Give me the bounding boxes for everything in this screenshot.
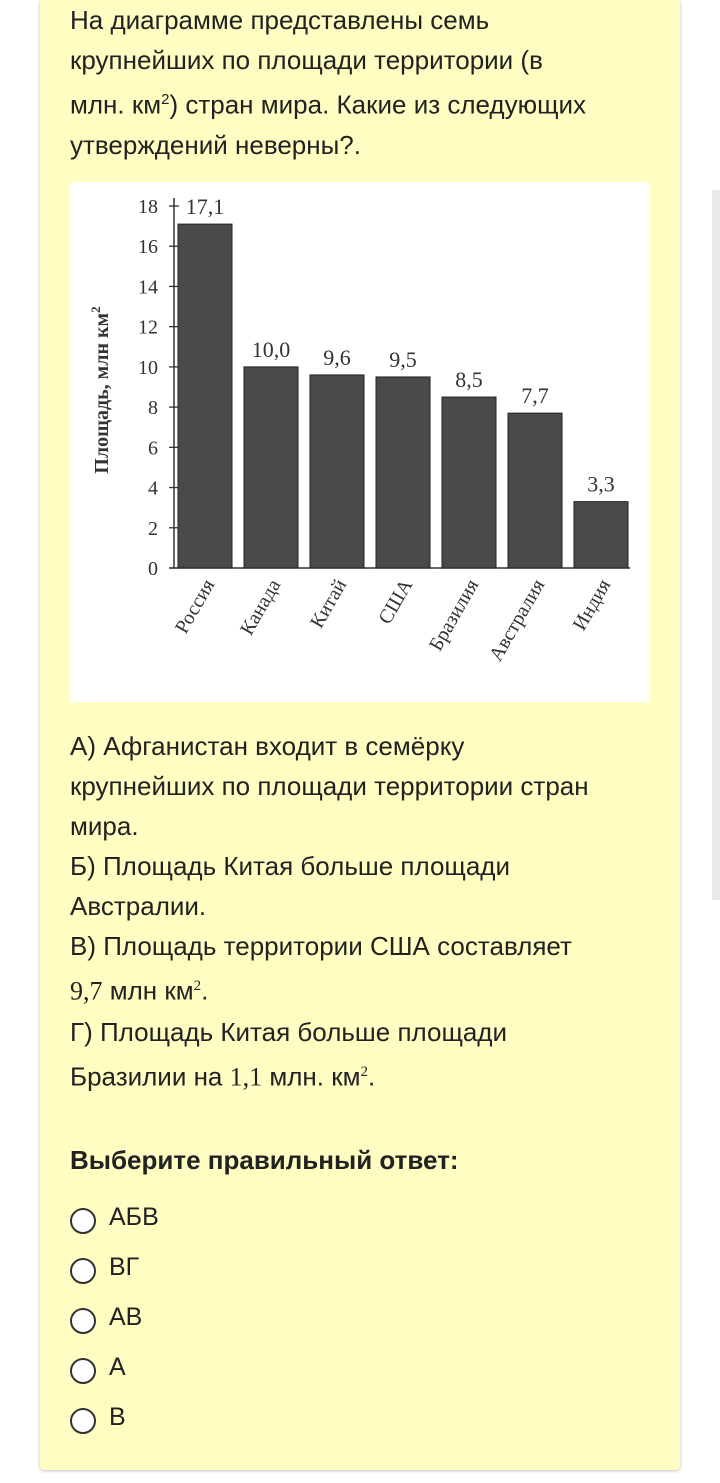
bar: [508, 413, 562, 568]
category-label: Бразилия: [424, 575, 484, 655]
category-label: Австралия: [484, 575, 550, 665]
bar-value-label: 7,7: [521, 383, 549, 409]
option-abv[interactable]: [70, 1200, 470, 1250]
bar: [376, 377, 430, 568]
y-tick-label: 18: [138, 196, 158, 218]
statement-b: Б) Площадь Китая больше площади Австралии.: [70, 851, 510, 921]
radio-button[interactable]: [70, 1308, 96, 1334]
question-line: На диаграмме представлены семь: [70, 5, 490, 35]
category-label: Индия: [568, 575, 616, 635]
page-scrollbar[interactable]: [712, 190, 720, 900]
bar: [244, 367, 298, 568]
bar-value-label: 9,5: [389, 346, 417, 372]
y-axis-label: Площадь, млн $км^2$: [88, 306, 113, 474]
y-tick-label: 0: [148, 558, 158, 580]
option-label: ВГ: [109, 1253, 140, 1281]
statement-c: В) Площадь территории США составляет 9,7 млн $км^2$.: [70, 931, 572, 1006]
y-tick-label: 4: [148, 477, 158, 500]
y-tick-label: 10: [138, 356, 158, 379]
category-label: Россия: [170, 575, 220, 638]
option-av[interactable]: [70, 1300, 470, 1350]
option-v[interactable]: [70, 1400, 470, 1450]
question-text: [70, 0, 660, 165]
bar: [310, 375, 364, 568]
bar-value-label: 3,3: [587, 471, 615, 497]
bar-value-label: 9,6: [323, 344, 351, 370]
y-tick-label: 2: [148, 517, 158, 540]
bar: [178, 224, 232, 568]
statement-a: А) Афганистан входит в семёрку крупнейших по площади территории стран мира.: [70, 731, 589, 841]
y-tick-label: 14: [138, 276, 158, 299]
option-label: А: [109, 1353, 126, 1381]
radio-button[interactable]: [70, 1358, 96, 1384]
bar-value-label: 10,0: [251, 336, 291, 362]
y-tick-label: 8: [148, 397, 158, 420]
bar-value-label: 17,1: [185, 194, 225, 220]
question-line: млн. $км^2$) стран мира. Какие из следующих: [70, 89, 587, 120]
statement-d: Г) Площадь Китая больше площади Бразилии на 1,1 млн. $км^2$.: [70, 1016, 507, 1092]
y-tick-label: 16: [138, 236, 158, 259]
question-line: крупнейших по площади территории (в: [70, 45, 543, 75]
y-tick-label: 12: [138, 316, 158, 339]
chart-svg: [70, 182, 650, 702]
option-label: В: [109, 1403, 126, 1431]
question-line: утверждений неверны?.: [70, 129, 361, 160]
radio-button[interactable]: [70, 1258, 96, 1284]
question-card: [40, 0, 680, 1470]
radio-button[interactable]: [70, 1408, 96, 1434]
category-label: США: [374, 575, 418, 629]
area-bar-chart: [70, 182, 650, 702]
y-axis-label-superscript: 2: [88, 306, 103, 313]
answer-options: [70, 1200, 470, 1450]
option-vg[interactable]: [70, 1250, 470, 1300]
radio-button[interactable]: [70, 1208, 96, 1234]
y-tick-label: 6: [148, 437, 158, 460]
answer-prompt: Выберите правильный ответ:: [70, 1145, 459, 1175]
option-label: АБВ: [109, 1203, 159, 1231]
bar-value-label: 8,5: [455, 367, 483, 393]
bar: [442, 397, 496, 568]
option-label: АВ: [109, 1303, 143, 1331]
category-label: Китай: [305, 575, 352, 633]
category-label: Канада: [235, 575, 286, 639]
bar: [574, 502, 628, 568]
statements: [70, 726, 660, 1097]
option-a[interactable]: [70, 1350, 470, 1400]
